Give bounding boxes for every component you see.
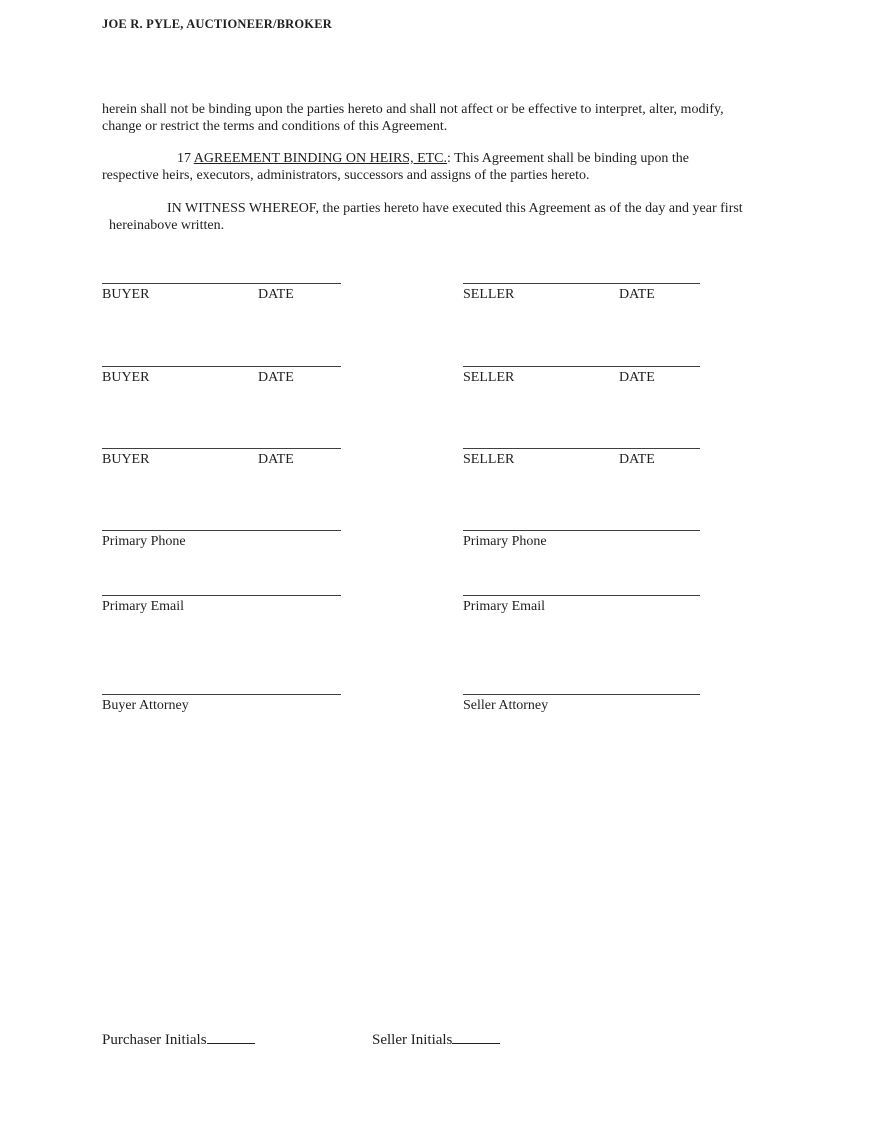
seller-initials	[372, 1029, 500, 1049]
field-label: Primary Email	[102, 599, 185, 614]
paragraph-line: herein shall not be binding upon the parties hereto and shall not affect or be effective to interpret, alter, modify,	[102, 102, 724, 117]
field-label: Primary Phone	[102, 534, 186, 549]
buyer-signature-field-3[interactable]	[102, 448, 341, 471]
seller-signature-field-2[interactable]	[463, 366, 700, 389]
party-label: SELLER	[463, 370, 515, 385]
date-label: DATE	[258, 452, 294, 467]
field-label-wrap	[102, 695, 341, 714]
seller-initials-blank[interactable]	[452, 1029, 500, 1044]
seller-attorney-field[interactable]	[463, 694, 700, 717]
seller-primary-phone-field[interactable]	[463, 530, 700, 553]
field-label-wrap	[102, 596, 341, 615]
purchaser-initials-label: Purchaser Initials	[102, 1032, 207, 1048]
field-label: Primary Phone	[463, 534, 547, 549]
field-label-wrap	[463, 596, 700, 615]
party-label: SELLER	[463, 452, 515, 467]
buyer-signature-field-2[interactable]	[102, 366, 341, 389]
party-label: SELLER	[463, 287, 515, 302]
section-text: : This Agreement shall be binding upon the	[447, 151, 690, 166]
paragraph-line: respective heirs, executors, administrators, successors and assigns of the parties hereto.	[102, 167, 590, 183]
paragraph-line: IN WITNESS WHEREOF, the parties hereto have executed this Agreement as of the day and year first	[167, 201, 743, 216]
paragraph-line	[102, 151, 782, 168]
seller-initials-label: Seller Initials	[372, 1032, 453, 1048]
paragraph-binding-clause	[102, 102, 782, 135]
signature-labels	[463, 367, 700, 386]
paragraph-line: hereinabove written.	[109, 217, 225, 233]
field-label-wrap	[102, 531, 341, 550]
date-label: DATE	[619, 452, 655, 467]
date-label: DATE	[258, 370, 294, 385]
signature-labels	[102, 367, 341, 386]
field-label-wrap	[463, 531, 700, 550]
seller-signature-field-1[interactable]	[463, 283, 700, 306]
paragraph-line: change or restrict the terms and conditions of this Agreement.	[102, 118, 448, 134]
seller-signature-field-3[interactable]	[463, 448, 700, 471]
section-number: 17	[177, 151, 194, 166]
seller-primary-email-field[interactable]	[463, 595, 700, 618]
paragraph-witness-clause	[102, 201, 782, 234]
purchaser-initials	[102, 1029, 255, 1049]
signature-labels	[102, 284, 341, 303]
paragraph-section-17	[102, 151, 782, 184]
buyer-signature-field-1[interactable]	[102, 283, 341, 306]
field-label: Primary Email	[463, 599, 546, 614]
page-header: JOE R. PYLE, AUCTIONEER/BROKER	[102, 17, 332, 31]
party-label: BUYER	[102, 452, 150, 467]
date-label: DATE	[258, 287, 294, 302]
signature-labels	[102, 449, 341, 468]
section-heading: AGREEMENT BINDING ON HEIRS, ETC.	[193, 151, 448, 166]
buyer-primary-phone-field[interactable]	[102, 530, 341, 553]
party-label: BUYER	[102, 287, 150, 302]
field-label: Buyer Attorney	[102, 698, 189, 713]
signature-labels	[463, 284, 700, 303]
buyer-primary-email-field[interactable]	[102, 595, 341, 618]
signature-labels	[463, 449, 700, 468]
field-label: Seller Attorney	[463, 698, 549, 713]
party-label: BUYER	[102, 370, 150, 385]
date-label: DATE	[619, 370, 655, 385]
buyer-attorney-field[interactable]	[102, 694, 341, 717]
purchaser-initials-blank[interactable]	[207, 1029, 255, 1044]
field-label-wrap	[463, 695, 700, 714]
date-label: DATE	[619, 287, 655, 302]
